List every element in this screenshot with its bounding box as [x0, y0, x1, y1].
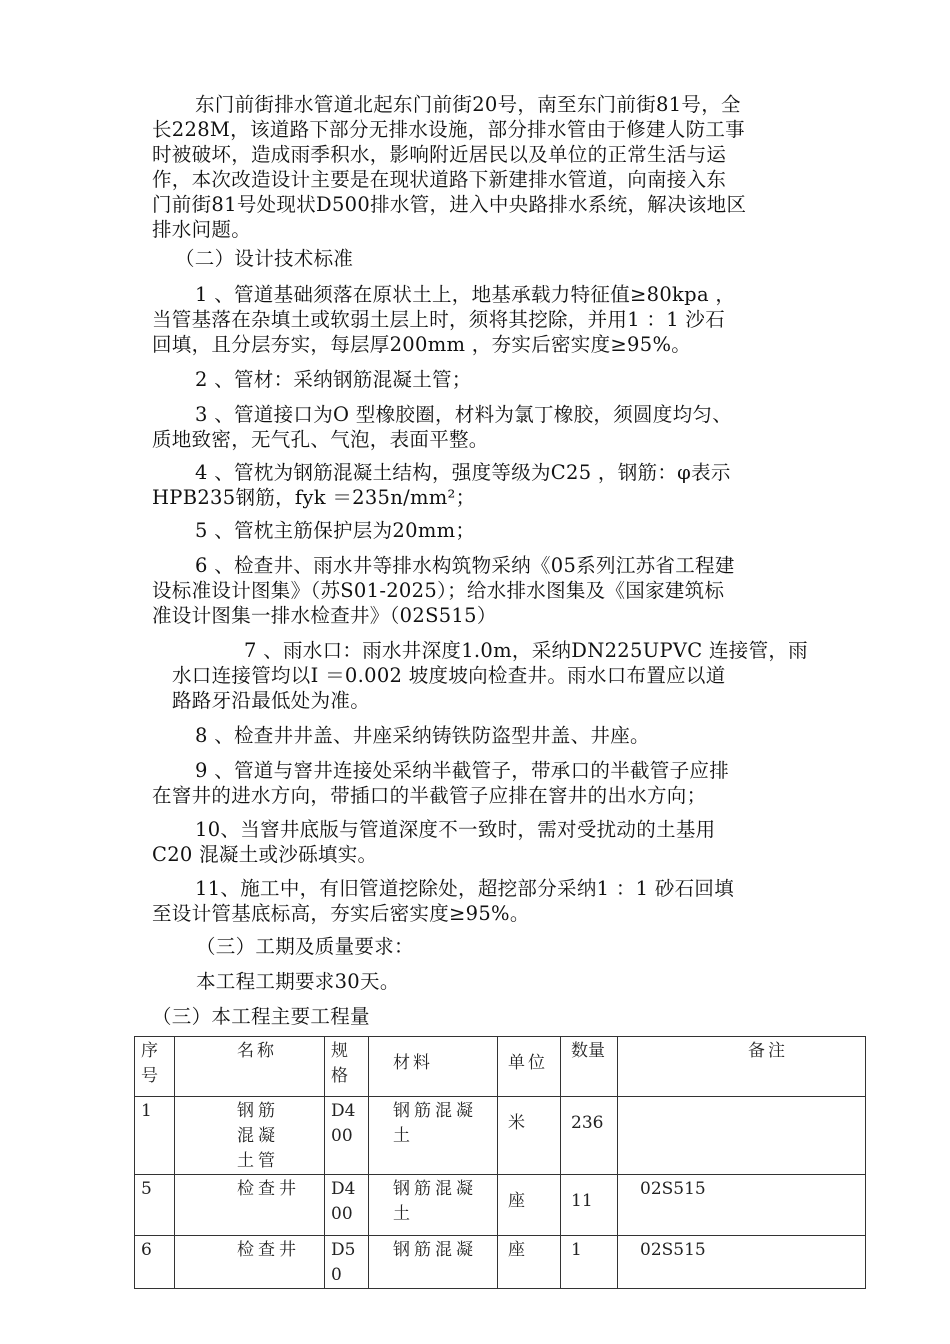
text-line: HPB235钢筋，fyk ＝235n/mm²；	[152, 486, 476, 509]
schedule-text	[196, 969, 400, 994]
table-row	[135, 1175, 866, 1236]
standard-item-4	[152, 460, 731, 510]
cell-material: 钢筋混凝土	[369, 1175, 498, 1236]
text-line: 1 、管道基础须落在原状土上，地基承载力特征值≥80kpa ，	[195, 283, 736, 306]
text-line: 6 、检查井、雨水井等排水构筑物采纳《05系列江苏省工程建	[195, 554, 735, 577]
cell-material: 钢筋混凝土	[369, 1097, 498, 1175]
cell-unit: 米	[498, 1097, 561, 1175]
section-heading-design-standards	[175, 246, 353, 271]
header-unit: 单位	[498, 1037, 561, 1097]
header-note: 备注	[618, 1037, 866, 1097]
cell-no: 6	[135, 1236, 175, 1289]
cell-name: 检查井	[175, 1236, 325, 1289]
text-line: 至设计管基底标高，夯实后密实度≥95%。	[152, 902, 530, 925]
intro-paragraph	[152, 92, 746, 242]
text-line: 7 、雨水口：雨水井深度1.0m，采纳DN225UPVC 连接管，雨	[244, 639, 808, 662]
cell-spec: D400	[325, 1097, 369, 1175]
cell-name: 钢筋混凝土管	[175, 1097, 325, 1175]
text-line: 时被破坏，造成雨季积水，影响附近居民以及单位的正常生活与运	[152, 143, 727, 166]
text-line: 作，本次改造设计主要是在现状道路下新建排水管道，向南接入东	[152, 168, 727, 191]
section-heading-schedule-quality	[196, 934, 414, 959]
text-line: 排水问题。	[152, 218, 252, 241]
text-line: 东门前街排水管道北起东门前街20号，南至东门前街81号，全	[195, 93, 741, 116]
text-line: 在窨井的进水方向，带插口的半截管子应排在窨井的出水方向；	[152, 784, 707, 807]
standard-item-6	[152, 553, 735, 628]
cell-name: 检查井	[175, 1175, 325, 1236]
standard-item-10	[152, 817, 715, 867]
heading-text: （三）工期及质量要求：	[196, 935, 414, 958]
text-line: 9 、管道与窨井连接处采纳半截管子，带承口的半截管子应排	[195, 759, 730, 782]
standard-item-3	[152, 402, 732, 452]
header-material: 材料	[369, 1037, 498, 1097]
standard-item-11	[152, 876, 734, 926]
cell-note: 02S515	[618, 1175, 866, 1236]
standard-item-2	[152, 367, 472, 392]
quantities-table	[134, 1036, 866, 1289]
text-line: 水口连接管均以I ＝0.002 坡度坡向检查井。雨水口布置应以道	[172, 664, 726, 687]
cell-spec: D50	[325, 1236, 369, 1289]
text-line: 本工程工期要求30天。	[196, 970, 400, 993]
standard-item-5	[152, 518, 475, 543]
text-line: 当管基落在杂填土或软弱土层上时，须将其挖除，并用1 ：1 沙石	[152, 308, 726, 331]
header-qty: 数量	[561, 1037, 618, 1097]
cell-note: 02S515	[618, 1236, 866, 1289]
text-line: 5 、管枕主筋保护层为20mm；	[195, 519, 476, 542]
header-spec: 规格	[325, 1037, 369, 1097]
standard-item-9	[152, 758, 729, 808]
cell-note	[618, 1097, 866, 1175]
text-line: 准设计图集一排水检查井》（02S515）	[152, 604, 497, 627]
header-no: 序号	[135, 1037, 175, 1097]
text-line: 长228M，该道路下部分无排水设施，部分排水管由于修建人防工事	[152, 118, 745, 141]
table-row	[135, 1097, 866, 1175]
heading-text: （三）本工程主要工程量	[152, 1005, 370, 1028]
text-line: C20 混凝土或沙砾填实。	[152, 843, 378, 866]
cell-no: 1	[135, 1097, 175, 1175]
cell-unit: 座	[498, 1236, 561, 1289]
text-line: 回填，且分层夯实，每层厚200mm ，夯实后密实度≥95%。	[152, 333, 692, 356]
standard-item-7	[172, 638, 808, 713]
standard-item-8	[152, 723, 650, 748]
text-line: 3 、管道接口为O 型橡胶圈，材料为氯丁橡胶，须圆度均匀、	[195, 403, 732, 426]
table-row	[135, 1236, 866, 1289]
text-line: 设标准设计图集》（苏S01-2025）；给水排水图集及《国家建筑标	[152, 579, 725, 602]
text-line: 质地致密，无气孔、气泡，表面平整。	[152, 428, 489, 451]
cell-unit: 座	[498, 1175, 561, 1236]
text-line: 10、当窨井底版与管道深度不一致时，需对受扰动的土基用	[195, 818, 716, 841]
header-name: 名称	[175, 1037, 325, 1097]
section-heading-main-quantities	[152, 1004, 370, 1029]
text-line: 11、施工中，有旧管道挖除处，超挖部分采纳1 ：1 砂石回填	[195, 877, 735, 900]
cell-no: 5	[135, 1175, 175, 1236]
table-header-row	[135, 1037, 866, 1097]
cell-qty: 236	[561, 1097, 618, 1175]
standard-item-1	[152, 282, 735, 357]
text-line: 4 、管枕为钢筋混凝土结构，强度等级为C25 ，钢筋：φ表示	[195, 461, 731, 484]
heading-text: （二）设计技术标准	[175, 247, 354, 270]
text-line: 8 、检查井井盖、井座采纳铸铁防盗型井盖、井座。	[195, 724, 650, 747]
text-line: 路路牙沿最低处为准。	[172, 689, 371, 712]
cell-spec: D400	[325, 1175, 369, 1236]
cell-qty: 11	[561, 1175, 618, 1236]
cell-material: 钢筋混凝	[369, 1236, 498, 1289]
text-line: 门前街81号处现状D500排水管，进入中央路排水系统，解决该地区	[152, 193, 747, 216]
text-line: 2 、管材：采纳钢筋混凝土管；	[195, 368, 472, 391]
cell-qty: 1	[561, 1236, 618, 1289]
